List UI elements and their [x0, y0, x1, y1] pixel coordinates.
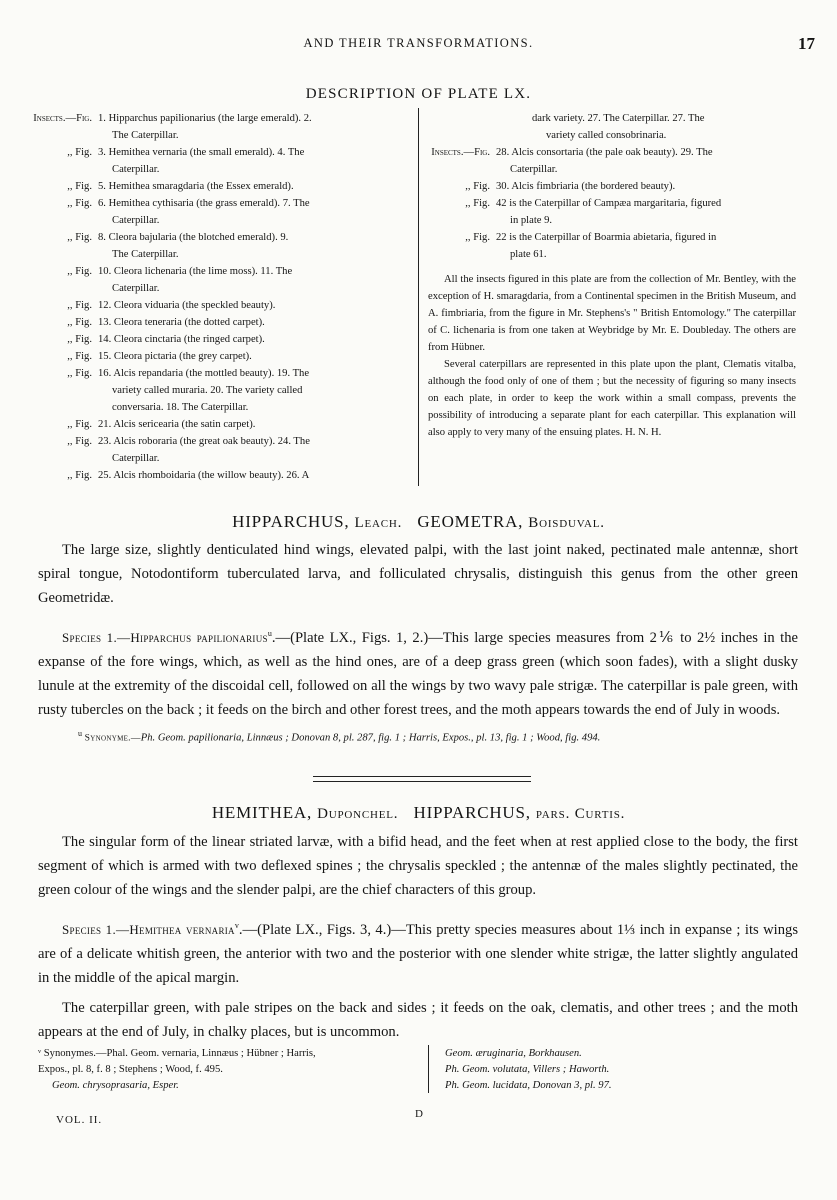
- figure-number: 5.: [98, 181, 109, 192]
- plate-figure-entry: [30, 144, 410, 178]
- synonym-line: Expos., pl. 8, f. 8 ; Stephens ; Wood, f. 495.: [38, 1064, 223, 1075]
- figure-line: conversaria. 18. The Caterpillar.: [112, 402, 249, 413]
- figure-line: Caterpillar.: [112, 453, 160, 464]
- figure-mark: ,, Fig.: [67, 300, 92, 311]
- figure-mark: ,, Fig.: [67, 232, 92, 243]
- hemithea-species: Species 1.—Hemithea vernaria$^v$.—(Plate LX., Figs. 3, 4.)—This pretty species measures about 1⅓ inch in expanse ; its wings are of a delicate whitish green, the anterior with two and the posterior with one slender white strigæ, the latter slightly angulated in the middle of the apical margin.: [38, 921, 798, 986]
- plate-figure-entry: [30, 331, 410, 348]
- figure-number: 16.: [98, 368, 114, 379]
- figure-text: Cleora bajularia (the blotched emerald). 9.: [108, 232, 289, 243]
- figure-text: Cleora teneraria (the dotted carpet).: [113, 317, 265, 328]
- figure-mark: ,, Fig.: [67, 334, 92, 345]
- figure-text: Alcis rhomboidaria (the willow beauty). 26. A: [113, 470, 310, 481]
- figure-line: The Caterpillar.: [112, 249, 179, 260]
- figure-text: Hemithea cythisaria (the grass emerald). 7. The: [108, 198, 310, 209]
- plate-figure-entry: [30, 348, 410, 365]
- figure-number: 25.: [98, 470, 114, 481]
- figure-number: 30.: [496, 181, 512, 192]
- figure-mark: ,, Fig.: [465, 198, 490, 209]
- figure-number: 12.: [98, 300, 114, 311]
- plate-figure-entry: [428, 144, 796, 178]
- figure-number: 21.: [98, 419, 114, 430]
- plate-figure-entry: [30, 110, 410, 144]
- figure-number: 13.: [98, 317, 114, 328]
- hemithea-synonyms-left: [38, 1046, 418, 1094]
- figure-line: Caterpillar.: [112, 215, 160, 226]
- figure-text: Alcis consortaria (the pale oak beauty). 29. The: [511, 147, 713, 158]
- figure-line: [496, 144, 796, 161]
- figure-line: [98, 144, 410, 161]
- figure-text: Cleora cinctaria (the ringed carpet).: [113, 334, 265, 345]
- figure-line: Caterpillar.: [510, 164, 558, 175]
- figure-mark: ,, Fig.: [67, 436, 92, 447]
- plate-figure-entry: [30, 467, 410, 484]
- figure-number: 14.: [98, 334, 114, 345]
- hemithea-intro: The singular form of the linear striated larvæ, with a bifid head, and the feet when at rest applied close to the body, the first segment of which is armed with two deflexed spines ; the chrysalis speckled ; the antennæ of the males slightly pectinated, the green colour of the wings and the slender palpi, are the chief characters of this group.: [38, 834, 798, 898]
- plate-figure-entry: [428, 178, 796, 195]
- plate-figure-entry: [30, 297, 410, 314]
- figure-line: [98, 263, 410, 280]
- figure-line: [98, 467, 410, 484]
- figure-text: Cleora viduaria (the speckled beauty).: [113, 300, 276, 311]
- column-divider: [418, 108, 419, 486]
- figure-text: Alcis repandaria (the mottled beauty). 19. The: [113, 368, 310, 379]
- synonym-line: Geom. æruginaria, Borkhausen.: [445, 1048, 582, 1059]
- figure-line: [98, 110, 410, 127]
- synonyms-divider: [428, 1045, 429, 1093]
- figure-line: [98, 331, 410, 348]
- figure-number: 22: [496, 232, 510, 243]
- figure-mark: ,, Fig.: [67, 266, 92, 277]
- plate-figure-entry: [30, 416, 410, 433]
- synonym-line: Ph. Geom. lucidata, Donovan 3, pl. 97.: [445, 1080, 612, 1091]
- figure-mark: ,, Fig.: [67, 351, 92, 362]
- figure-line: [98, 314, 410, 331]
- hipparchus-footnote: $^u$ Synonyme.—Ph. Geom. papilionaria, Linnæus ; Donovan 8, pl. 287, fig. 1 ; Harris, Expos., pl. 13, fig. 1 ; Wood, fig. 494.: [78, 728, 601, 744]
- section-divider: [313, 776, 531, 782]
- figure-text: Alcis roboraria (the great oak beauty). 24. The: [113, 436, 310, 447]
- figure-line: variety called muraria. 20. The variety called: [112, 385, 303, 396]
- synonym-line: Geom. chrysoprasaria, Esper.: [52, 1080, 179, 1091]
- figure-line: Caterpillar.: [112, 283, 160, 294]
- figure-line: plate 61.: [510, 249, 547, 260]
- figure-mark: ,, Fig.: [67, 368, 92, 379]
- genus-heading-hipparchus: HIPPARCHUS, Leach. GEOMETRA, Boisduval.: [232, 512, 605, 531]
- synonym-line: ᵛ Synonymes.—Phal. Geom. vernaria, Linnæus ; Hübner ; Harris,: [38, 1048, 316, 1059]
- figure-mark: ,, Fig.: [67, 181, 92, 192]
- continuation-line: variety called consobrinaria.: [546, 130, 667, 141]
- figure-number: 1.: [98, 113, 109, 124]
- figure-mark: ,, Fig.: [67, 147, 92, 158]
- figure-line: in plate 9.: [510, 215, 553, 226]
- genus-heading-hemithea: HEMITHEA, Duponchel. HIPPARCHUS, pars. Curtis.: [211, 803, 626, 822]
- figure-mark: ,, Fig.: [67, 470, 92, 481]
- figure-text: Alcis fimbriaria (the bordered beauty).: [511, 181, 676, 192]
- figure-mark: ,, Fig.: [67, 419, 92, 430]
- figure-number: 42: [496, 198, 510, 209]
- figure-line: Caterpillar.: [112, 164, 160, 175]
- figure-text: is the Caterpillar of Boarmia abietaria, figured in: [509, 232, 717, 243]
- plate-note-plants: Several caterpillars are represented in this plate upon the plant, Clematis vitalba, although the food only of one of them ; but the necessity of figuring so many insects on each plate, in order to keep the work within a small compass, prevents the possibility of introducing a separate plant for each caterpillar. This explanation will also apply to very many of the ensuing plates. H. N. H.: [428, 359, 796, 438]
- figure-line: [98, 297, 410, 314]
- figure-mark: ,, Fig.: [67, 198, 92, 209]
- figure-number: 15.: [98, 351, 114, 362]
- plate-figure-entry: [30, 263, 410, 297]
- figure-mark: ,, Fig.: [465, 232, 490, 243]
- figure-number: 6.: [98, 198, 109, 209]
- plate-figure-entry: [30, 178, 410, 195]
- figure-mark: ,, Fig.: [67, 317, 92, 328]
- figure-text: Cleora lichenaria (the lime moss). 11. The: [113, 266, 293, 277]
- figure-line: [98, 229, 410, 246]
- figure-number: 28.: [496, 147, 512, 158]
- plate-figure-entry: [30, 229, 410, 263]
- hipparchus-species: Species 1.—Hipparchus papilionarius$^u$.—(Plate LX., Figs. 1, 2.)—This large species measures from 2⅙ to 2½ inches in the expanse of the fore wings, which, as well as the hind ones, are of a deep grass green (which soon fades), with a slight dusky lunule at the extremity of the discoidal cell, followed on all the wings by two wavy pale strigæ. The caterpillar is pale green, with rusty tubercles on the back ; it feeds on the birch and other forest trees, and the moth appears towards the end of July in woods.: [38, 629, 798, 718]
- figure-line: [98, 416, 410, 433]
- figure-number: 8.: [98, 232, 109, 243]
- hipparchus-intro: The large size, slightly denticulated hind wings, elevated palpi, with the last joint naked, pectinated male antennæ, short spiral tongue, Notodontiform tuberculated larva, and folliculated chrysalis, distinguish this genus from the other green Geometridæ.: [38, 542, 798, 606]
- figure-text: Alcis sericearia (the satin carpet).: [113, 419, 256, 430]
- figure-line: [98, 195, 410, 212]
- figure-line: [496, 195, 796, 212]
- page-number: 17: [798, 34, 815, 53]
- figure-mark: ,, Fig.: [465, 181, 490, 192]
- figure-number: 23.: [98, 436, 114, 447]
- figure-line: [98, 433, 410, 450]
- continuation-line: dark variety. 27. The Caterpillar. 27. The: [532, 113, 705, 124]
- plate-right-column: [428, 110, 796, 441]
- figure-text: Hemithea vernaria (the small emerald). 4. The: [108, 147, 305, 158]
- figure-text: Hipparchus papilionarius (the large emerald). 2.: [108, 113, 312, 124]
- figure-line: [98, 178, 410, 195]
- plate-figure-entry: [30, 314, 410, 331]
- figure-number: 3.: [98, 147, 109, 158]
- running-title: AND THEIR TRANSFORMATIONS.: [303, 36, 534, 50]
- plate-figure-entry: [30, 195, 410, 229]
- figure-line: The Caterpillar.: [112, 130, 179, 141]
- figure-text: Hemithea smaragdaria (the Essex emerald).: [108, 181, 294, 192]
- figure-mark: Insects.—Fig.: [33, 113, 92, 124]
- hemithea-caterpillar: The caterpillar green, with pale stripes on the back and sides ; it feeds on the oak, clematis, and other trees ; and the moth appears at the end of July, in chalky places, but is uncommon.: [38, 999, 798, 1040]
- plate-title: DESCRIPTION OF PLATE LX.: [305, 86, 532, 102]
- figure-line: [496, 178, 796, 195]
- plate-note-collection: All the insects figured in this plate are from the collection of Mr. Bentley, with the exception of H. smaragdaria, from a Continental specimen in the British Museum, and A. fimbriaria, from the figure in Mr. Stephens's " British Entomology." The caterpillar of C. lichenaria is from one taken at Weybridge by Mr. E. Doubleday. The others are from Hübner.: [428, 274, 796, 353]
- plate-figure-entry: [428, 195, 796, 229]
- plate-figure-entry: [30, 433, 410, 467]
- figure-text: Cleora pictaria (the grey carpet).: [113, 351, 252, 362]
- plate-figure-entry: [428, 229, 796, 263]
- plate-left-column: [30, 110, 410, 484]
- figure-number: 10.: [98, 266, 114, 277]
- synonym-line: Ph. Geom. volutata, Villers ; Haworth.: [445, 1064, 610, 1075]
- figure-text: is the Caterpillar of Campæa margaritaria, figured: [509, 198, 722, 209]
- hemithea-synonyms-right: [445, 1046, 805, 1094]
- plate-figure-entry: [30, 365, 410, 416]
- signature-mark: D: [415, 1108, 423, 1120]
- figure-mark: Insects.—Fig.: [431, 147, 490, 158]
- figure-line: [496, 229, 796, 246]
- figure-line: [98, 348, 410, 365]
- volume-label: VOL. II.: [56, 1114, 103, 1126]
- figure-line: [98, 365, 410, 382]
